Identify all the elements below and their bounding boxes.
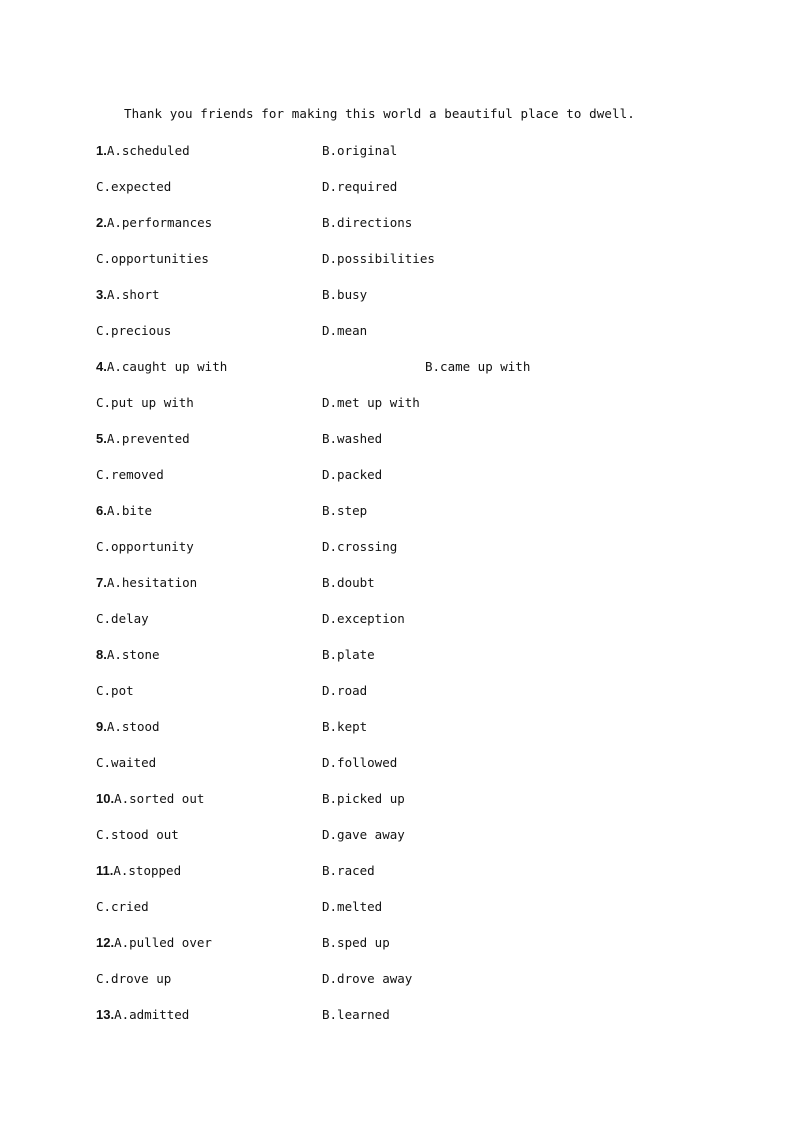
question-11-option-a [96,862,181,880]
question-number: 4. [96,359,107,374]
question-5-row-cd [96,466,736,502]
question-6-option-d: D.crossing [322,539,398,554]
question-1-option-d: D.required [322,179,398,194]
option-text: A.sorted out [114,791,205,806]
question-number: 2. [96,215,107,230]
question-13-option-a [96,1006,189,1024]
question-11-option-b: B.raced [322,863,375,878]
question-9-row-ab [96,718,736,754]
question-8-row-ab [96,646,736,682]
question-9-row-cd [96,754,736,790]
question-3-option-d: D.mean [322,323,368,338]
question-1-row-ab [96,142,736,178]
question-11-row-ab [96,862,736,898]
question-8-row-cd [96,682,736,718]
question-11-row-cd [96,898,736,934]
question-1-row-cd [96,178,736,214]
question-12-row-ab [96,934,736,970]
question-number: 5. [96,431,107,446]
question-3-option-c: C.precious [96,323,172,338]
question-9-option-c: C.waited [96,755,157,770]
option-text: A.scheduled [106,143,190,158]
question-3-row-cd [96,322,736,358]
option-text: A.short [106,287,160,302]
question-4-row-ab [96,358,736,394]
question-number: 8. [96,647,107,662]
question-5-row-ab [96,430,736,466]
question-4-row-cd [96,394,736,430]
question-number: 7. [96,575,107,590]
question-13-row-ab [96,1006,736,1042]
question-number: 12. [96,935,115,950]
question-7-option-d: D.exception [322,611,405,626]
option-text: A.admitted [114,1007,190,1022]
question-2-option-b: B.directions [322,215,413,230]
question-number: 3. [96,287,107,302]
question-1-option-a [96,142,190,160]
question-6-row-ab [96,502,736,538]
question-9-option-a [96,718,160,736]
question-number: 13. [96,1007,115,1022]
question-10-option-a [96,790,204,808]
option-text: A.prevented [106,431,190,446]
question-12-row-cd [96,970,736,1006]
question-7-option-a [96,574,197,592]
question-12-option-a [96,934,212,952]
question-1-option-c: C.expected [96,179,172,194]
question-2-option-d: D.possibilities [322,251,435,266]
option-text: A.bite [106,503,152,518]
question-6-row-cd [96,538,736,574]
question-7-option-b: B.doubt [322,575,375,590]
question-list [96,142,736,1042]
question-7-option-c: C.delay [96,611,149,626]
question-6-option-a [96,502,152,520]
question-12-option-b: B.sped up [322,935,390,950]
question-number: 10. [96,791,115,806]
question-6-option-b: B.step [322,503,368,518]
question-6-option-c: C.opportunity [96,539,194,554]
question-10-option-c: C.stood out [96,827,179,842]
question-3-option-a [96,286,160,304]
question-10-option-b: B.picked up [322,791,405,806]
question-10-option-d: D.gave away [322,827,405,842]
intro-sentence: Thank you friends for making this world a beautiful place to dwell. [124,106,635,121]
question-8-option-c: C.pot [96,683,134,698]
question-1-option-b: B.original [322,143,398,158]
question-number: 1. [96,143,107,158]
question-number: 6. [96,503,107,518]
question-5-option-c: C.removed [96,467,164,482]
question-9-option-b: B.kept [322,719,368,734]
question-2-row-cd [96,250,736,286]
question-7-row-ab [96,574,736,610]
question-2-row-ab [96,214,736,250]
question-5-option-a [96,430,190,448]
question-12-option-c: C.drove up [96,971,172,986]
option-text: A.stood [106,719,160,734]
option-text: A.pulled over [114,935,212,950]
question-4-option-d: D.met up with [322,395,420,410]
option-text: A.performances [106,215,213,230]
question-8-option-a [96,646,160,664]
question-13-option-b: B.learned [322,1007,390,1022]
question-5-option-b: B.washed [322,431,383,446]
question-7-row-cd [96,610,736,646]
question-9-option-d: D.followed [322,755,398,770]
question-5-option-d: D.packed [322,467,383,482]
option-text: A.caught up with [106,359,228,374]
question-8-option-b: B.plate [322,647,375,662]
question-number: 11. [96,863,114,878]
question-11-option-d: D.melted [322,899,383,914]
question-11-option-c: C.cried [96,899,149,914]
question-3-option-b: B.busy [322,287,368,302]
question-2-option-c: C.opportunities [96,251,209,266]
question-12-option-d: D.drove away [322,971,413,986]
question-10-row-cd [96,826,736,862]
option-text: A.stone [106,647,160,662]
question-4-option-b: B.came up with [425,359,531,374]
question-2-option-a [96,214,212,232]
question-4-option-c: C.put up with [96,395,194,410]
question-10-row-ab [96,790,736,826]
question-number: 9. [96,719,107,734]
option-text: A.hesitation [106,575,198,590]
question-4-option-a [96,358,227,376]
question-3-row-ab [96,286,736,322]
question-8-option-d: D.road [322,683,368,698]
option-text: A.stopped [113,863,182,878]
